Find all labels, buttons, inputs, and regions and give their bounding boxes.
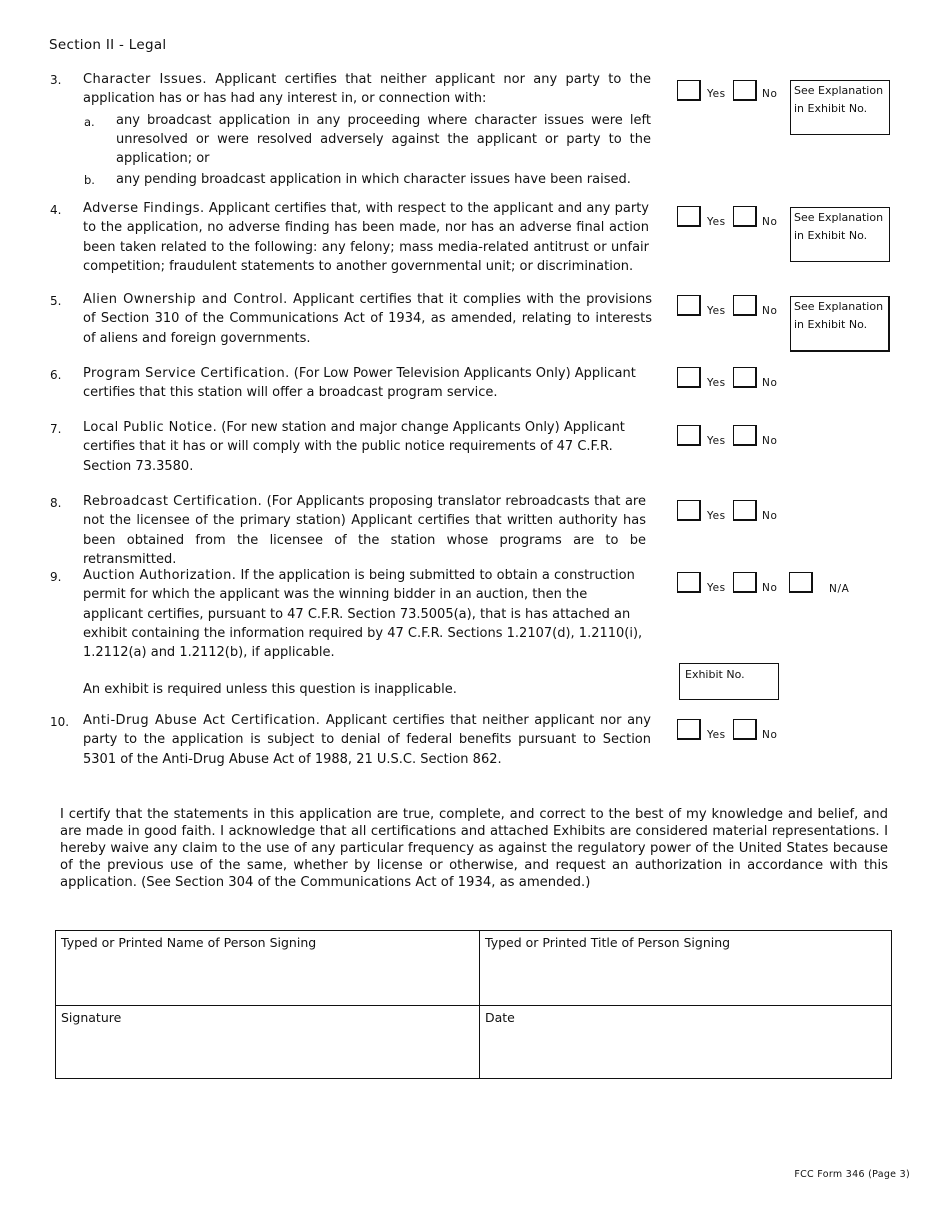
question-5-no-label: No xyxy=(762,305,778,317)
question-10-title: Anti-Drug Abuse Act Certification. xyxy=(83,713,321,728)
exhibit-no-label: Exhibit No. xyxy=(685,668,745,681)
section-title: Section II - Legal xyxy=(49,37,167,53)
question-9-body: If the application is being submitted to obtain a construction permit for which the applicant was the winning bidder in an auction, then the applicant certifies, pursuant to 47 C.F.R. Section 73.5005(a), that is has attached an exhibit containing the information required by 47 C.F.R. Sections 1.2107(d), 1.2110(i), 1.2112(a) and 1.2112(b), if applicable. xyxy=(83,568,643,661)
see-explanation-label: See Explanation xyxy=(794,300,884,313)
question-4-yes-label: Yes xyxy=(707,216,726,228)
question-9-na-label: N/A xyxy=(829,583,850,595)
question-3a-letter: a. xyxy=(84,115,95,129)
question-5-number: 5. xyxy=(50,294,62,308)
question-6-body: (For Low Power Television Applicants Only) Applicant certifies that this station will offer a broadcast program service. xyxy=(83,366,636,401)
question-5-body: Applicant certifies that it complies with the provisions of Section 310 of the Communications Act of 1934, as amended, relating to interests of aliens and foreign governments. xyxy=(83,292,652,346)
question-7-no-label: No xyxy=(762,435,778,447)
question-3b-text: any pending broadcast application in which character issues have been raised. xyxy=(116,172,631,187)
question-9-na-checkbox[interactable] xyxy=(789,572,813,593)
question-10-number: 10. xyxy=(50,715,70,729)
question-4-no-checkbox[interactable] xyxy=(733,206,757,227)
question-8-yes-label: Yes xyxy=(707,510,726,522)
form-footer: FCC Form 346 (Page 3) xyxy=(794,1169,910,1180)
question-10-body: Applicant certifies that neither applicant nor any party to the application is subject to denial of federal benefits pursuant to Section 5301 of the Anti-Drug Abuse Act of 1988, 21 U.S.C. Section 862. xyxy=(83,713,651,767)
question-4-body: Applicant certifies that, with respect to the applicant and any party to the application, no adverse finding has been made, nor has an adverse final action been taken related to the following: any felony; mass media-related antitrust or unfair competition; fraudulent statements to another governmental unit; or discrimination. xyxy=(83,201,649,274)
question-6-text xyxy=(83,364,649,403)
question-7-text xyxy=(83,418,651,476)
question-4-explanation-exhibit-field[interactable] xyxy=(790,207,890,262)
question-8-text xyxy=(83,492,646,569)
question-3-no-label: No xyxy=(762,88,778,100)
question-5-yes-checkbox[interactable] xyxy=(677,295,701,316)
see-explanation-label: See Explanation xyxy=(794,211,884,224)
signer-name-label: Typed or Printed Name of Person Signing xyxy=(61,935,317,950)
question-3-number: 3. xyxy=(50,73,62,87)
question-9-exhibit-field[interactable] xyxy=(679,663,779,700)
in-exhibit-label: in Exhibit No. xyxy=(794,317,868,331)
question-3-explanation-exhibit-field[interactable] xyxy=(790,80,890,135)
question-3-title: Character Issues. xyxy=(83,72,207,87)
question-4-yes-checkbox[interactable] xyxy=(677,206,701,227)
question-4-no-label: No xyxy=(762,216,778,228)
question-9-note: An exhibit is required unless this question is inapplicable. xyxy=(83,682,457,697)
certification-statement: I certify that the statements in this application are true, complete, and correct to the best of my knowledge and belief, and are made in good faith. I acknowledge that all certifications and attached Exhibits are considered material representations. I hereby waive any claim to the use of any particular frequency as against the regulatory power of the United States because of the previous use of the same, whether by license or otherwise, and request an authorization in accordance with this application. (See Section 304 of the Communications Act of 1934, as amended.) xyxy=(60,807,888,890)
date-field[interactable] xyxy=(480,1006,892,1079)
question-9-yes-label: Yes xyxy=(707,582,726,594)
question-6-number: 6. xyxy=(50,368,62,382)
signature-field[interactable] xyxy=(56,1006,480,1079)
question-8-no-checkbox[interactable] xyxy=(733,500,757,521)
question-9-no-label: No xyxy=(762,582,778,594)
question-3-body: Applicant certifies that neither applicant nor any party to the application has or has had any interest in, or connection with: xyxy=(83,72,652,107)
question-5-text xyxy=(83,290,652,348)
in-exhibit-label: in Exhibit No. xyxy=(794,228,868,242)
see-explanation-label: See Explanation xyxy=(794,84,884,97)
question-8-body: (For Applicants proposing translator rebroadcasts that are not the licensee of the primary station) Applicant certifies that written authority has been obtained from the licensee of the station whose programs are to be retransmitted. xyxy=(83,494,646,567)
question-7-number: 7. xyxy=(50,422,62,436)
question-8-title: Rebroadcast Certification. xyxy=(83,494,263,509)
question-6-title: Program Service Certification. xyxy=(83,366,290,381)
question-10-yes-label: Yes xyxy=(707,729,726,741)
question-9-text xyxy=(83,566,645,662)
question-4-title: Adverse Findings. xyxy=(83,201,205,216)
signature-label: Signature xyxy=(61,1010,122,1025)
question-3b-letter: b. xyxy=(84,173,95,187)
question-3-yes-label: Yes xyxy=(707,88,726,100)
question-3-no-checkbox[interactable] xyxy=(733,80,757,101)
question-7-yes-label: Yes xyxy=(707,435,726,447)
question-4-text xyxy=(83,199,649,276)
question-10-no-checkbox[interactable] xyxy=(733,719,757,740)
question-10-text xyxy=(83,711,651,769)
question-6-yes-label: Yes xyxy=(707,377,726,389)
signer-title-label: Typed or Printed Title of Person Signing xyxy=(485,935,731,950)
question-9-no-checkbox[interactable] xyxy=(733,572,757,593)
signer-title-field[interactable] xyxy=(480,931,892,1006)
question-5-title: Alien Ownership and Control. xyxy=(83,292,288,307)
question-9-number: 9. xyxy=(50,570,62,584)
signer-name-field[interactable] xyxy=(56,931,480,1006)
question-8-number: 8. xyxy=(50,496,62,510)
question-9-yes-checkbox[interactable] xyxy=(677,572,701,593)
question-3-text xyxy=(83,70,651,109)
question-3-yes-checkbox[interactable] xyxy=(677,80,701,101)
question-7-body: (For new station and major change Applicants Only) Applicant certifies that it has or will comply with the public notice requirements of 47 C.F.R. Section 73.3580. xyxy=(83,420,625,474)
in-exhibit-label: in Exhibit No. xyxy=(794,101,868,115)
question-5-explanation-exhibit-field[interactable] xyxy=(790,296,890,352)
question-6-yes-checkbox[interactable] xyxy=(677,367,701,388)
signature-table xyxy=(55,930,892,1079)
question-7-no-checkbox[interactable] xyxy=(733,425,757,446)
question-7-title: Local Public Notice. xyxy=(83,420,218,435)
question-5-yes-label: Yes xyxy=(707,305,726,317)
question-3a-text: any broadcast application in any proceeding where character issues were left unresolved or were resolved adversely against the applicant or party to the application; or xyxy=(116,113,651,166)
question-8-no-label: No xyxy=(762,510,778,522)
question-9-title: Auction Authorization. xyxy=(83,568,237,583)
question-7-yes-checkbox[interactable] xyxy=(677,425,701,446)
question-5-no-checkbox[interactable] xyxy=(733,295,757,316)
question-10-no-label: No xyxy=(762,729,778,741)
date-label: Date xyxy=(485,1010,515,1025)
question-6-no-label: No xyxy=(762,377,778,389)
question-10-yes-checkbox[interactable] xyxy=(677,719,701,740)
question-6-no-checkbox[interactable] xyxy=(733,367,757,388)
question-8-yes-checkbox[interactable] xyxy=(677,500,701,521)
question-4-number: 4. xyxy=(50,203,62,217)
